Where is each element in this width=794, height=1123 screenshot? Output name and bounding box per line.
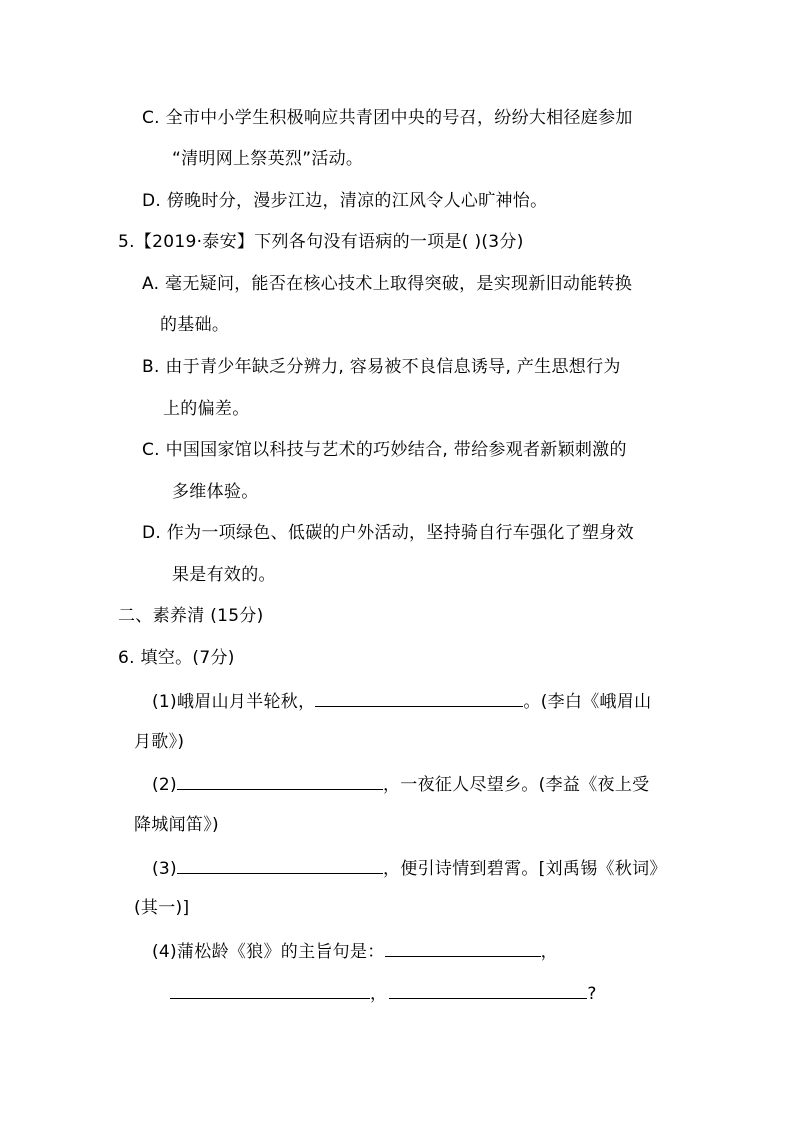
q5-option-d-line2: 果是有效的。 [172,565,276,585]
q5-option-a-line2: 的基础。 [160,315,230,335]
q6-sub2-blank[interactable] [177,771,383,790]
q6-stem: 6. 填空。(7分) [118,648,235,668]
q5-option-d-line1: D. 作为一项绿色、低碳的户外活动，坚持骑自行车强化了塑身效 [142,523,634,543]
q5-option-b-line1: B. 由于青少年缺乏分辨力, 容易被不良信息诱导, 产生思想行为 [142,357,621,377]
q6-sub3-blank[interactable] [177,855,383,874]
q6-sub2-after: ，一夜征人尽望乡。(李益《夜上受 [382,775,650,795]
q6-sub4-before: (4)蒲松龄《狼》的主旨句是： [152,942,385,962]
q6-sub4-comma: ， [540,942,558,962]
q6-sub1-after: 。(李白《峨眉山 [523,692,652,712]
q6-sub4-line2 [170,980,597,1006]
q6-sub2-line2: 降城闻笛》) [134,815,219,835]
q5-option-c-line2: 多维体验。 [172,482,259,502]
q6-sub1-line2: 月歌》) [134,732,185,752]
q6-sub2-line1 [152,771,649,797]
q6-sub4-line1 [152,938,558,964]
q4-option-d-line1: D. 傍晚时分，漫步江边，清凉的江风令人心旷神怡。 [142,191,548,211]
q4-option-c-line1: C. 全市中小学生积极响应共青团中央的号召，纷纷大相径庭参加 [142,108,633,128]
q5-option-b-line2: 上的偏差。 [163,399,250,419]
q6-sub4-end: ? [587,984,597,1004]
q5-number: 5. [118,232,135,252]
section-2-title: 二、素养清 (15分) [118,606,264,626]
q5-option-c-line1: C. 中国国家馆以科技与艺术的巧妙结合, 带给参观者新颖刺激的 [142,440,627,460]
q6-sub2-before: (2) [152,775,177,795]
q6-sub3-line2: (其一)] [134,898,190,918]
q6-sub3-after: ，便引诗情到碧霄。[刘禹锡《秋词》 [382,859,667,879]
q5-option-a-line1: A. 毫无疑问，能否在核心技术上取得突破，是实现新旧动能转换 [142,274,633,294]
q5-question: 下列各句没有语病的一项是( )(3分) [254,232,524,252]
q6-sub3-before: (3) [152,859,177,879]
q6-sub1-line1 [152,688,651,714]
q6-sub1-before: (1)峨眉山月半轮秋， [152,692,316,712]
q4-option-c-line2: “清明网上祭英烈”活动。 [172,149,364,169]
q6-sub4-blank1[interactable] [385,938,541,957]
q6-sub3-line1 [152,855,667,881]
q6-sub4-separator: ， [370,984,388,1004]
q5-stem [118,230,524,254]
q6-sub4-blank2[interactable] [170,980,370,999]
q6-sub1-blank[interactable] [315,688,523,707]
q5-source: 【2019·泰安】 [134,232,255,252]
q6-sub4-blank3[interactable] [389,980,587,999]
